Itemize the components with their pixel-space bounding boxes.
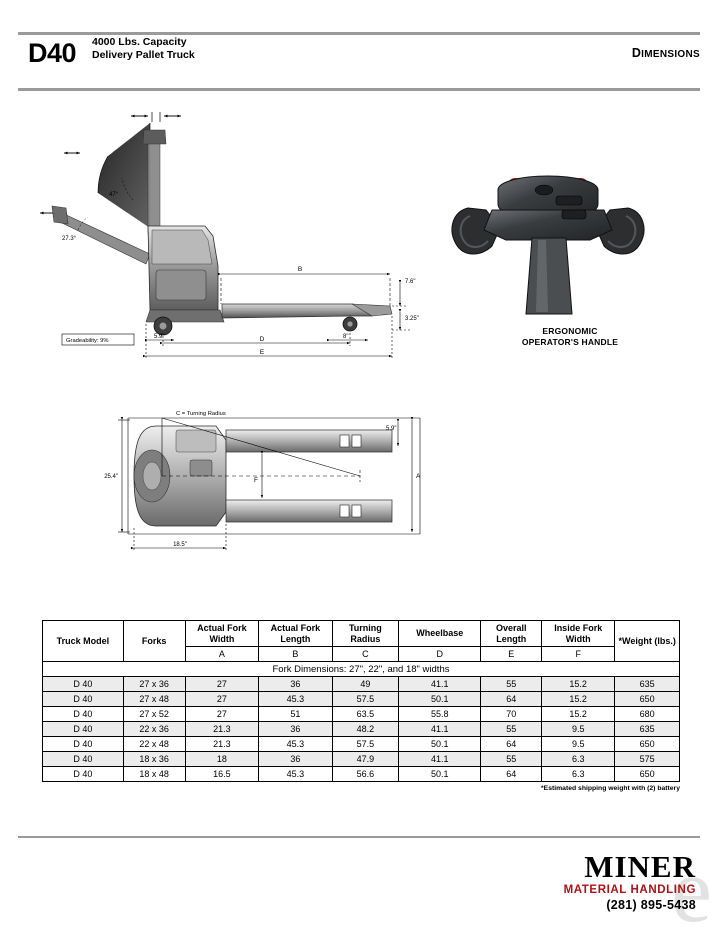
handle-caption-line2: OPERATOR'S HANDLE — [521, 337, 619, 347]
handle-caption-line1: ERGONOMIC — [542, 326, 598, 336]
column-letter-f: F — [542, 647, 615, 662]
label-turning-radius: C = Turning Radius — [176, 411, 226, 417]
label-dim-B: B — [297, 266, 303, 273]
label-dim-E: E — [259, 349, 265, 356]
cell-inside-fork-width: 9.5 — [542, 737, 615, 752]
page-header — [0, 18, 718, 68]
column-header-overall-length: Overall Length — [481, 621, 542, 647]
footer-rule — [18, 836, 700, 838]
column-letter-e: E — [481, 647, 542, 662]
cell-turning-radius: 57.5 — [332, 737, 398, 752]
column-letter-a: A — [185, 647, 258, 662]
cell-weight: 575 — [615, 752, 680, 767]
page-footer — [0, 839, 718, 941]
operator-handle-illustration — [452, 176, 644, 314]
cell-truck-model: D 40 — [43, 677, 124, 692]
cell-actual-fork-length: 45.3 — [259, 692, 333, 707]
label-dim-F: F — [254, 477, 258, 484]
product-subtitle-line2: Delivery Pallet Truck — [92, 48, 195, 61]
cell-weight: 650 — [615, 737, 680, 752]
header-rule-top — [18, 32, 700, 35]
tiller-swing-arc — [98, 123, 150, 228]
dim-line-B — [221, 274, 390, 308]
table-row — [43, 752, 680, 767]
label-8in: 8" — [343, 334, 349, 340]
cell-weight: 650 — [615, 767, 680, 782]
label-dim-A: A — [416, 473, 421, 480]
table-row — [43, 767, 680, 782]
cell-actual-fork-length: 36 — [259, 677, 333, 692]
cell-overall-length: 64 — [481, 692, 542, 707]
cell-forks: 18 x 48 — [123, 767, 185, 782]
column-header-truck-model: Truck Model — [43, 621, 124, 662]
label-angle-27-3: 27.3° — [62, 236, 77, 242]
label-dim-D: D — [259, 336, 265, 343]
cell-turning-radius: 56.6 — [332, 767, 398, 782]
section-label — [632, 46, 700, 60]
cell-overall-length: 55 — [481, 752, 542, 767]
cell-forks: 27 x 52 — [123, 707, 185, 722]
handle-button-2 — [562, 210, 586, 219]
label-25-4: 25.4" — [104, 474, 118, 480]
cell-truck-model: D 40 — [43, 707, 124, 722]
watermark-e: e — [671, 839, 712, 941]
cell-turning-radius: 48.2 — [332, 722, 398, 737]
product-subtitle — [92, 36, 195, 61]
label-7-6: 7.6" — [405, 279, 416, 285]
cell-wheelbase: 50.1 — [399, 767, 481, 782]
column-header-actual-fork-length: Actual Fork Length — [259, 621, 333, 647]
table-footnote: *Estimated shipping weight with (2) battery — [541, 785, 680, 792]
cell-inside-fork-width: 15.2 — [542, 677, 615, 692]
contact-phone: (281) 895-5438 — [606, 898, 696, 912]
table-row — [43, 692, 680, 707]
cell-truck-model: D 40 — [43, 692, 124, 707]
tiller-arm-upright — [148, 138, 160, 234]
product-subtitle-line1: 4000 Lbs. Capacity — [92, 36, 187, 48]
column-letter-c: C — [332, 647, 398, 662]
table-row — [43, 677, 680, 692]
cell-turning-radius: 47.9 — [332, 752, 398, 767]
cell-overall-length: 64 — [481, 767, 542, 782]
cell-actual-fork-width: 27 — [185, 707, 258, 722]
cell-forks: 27 x 48 — [123, 692, 185, 707]
label-3-25: 3.25" — [405, 316, 419, 322]
cell-weight: 635 — [615, 677, 680, 692]
side-view-drawing — [40, 112, 419, 359]
cell-overall-length: 55 — [481, 677, 542, 692]
column-header-inside-fork-width: Inside Fork Width — [542, 621, 615, 647]
column-header-forks: Forks — [123, 621, 185, 662]
cell-weight: 680 — [615, 707, 680, 722]
cell-weight: 635 — [615, 722, 680, 737]
cell-actual-fork-width: 27 — [185, 677, 258, 692]
specifications-table-area — [42, 620, 680, 792]
cell-actual-fork-width: 21.3 — [185, 722, 258, 737]
dim-line-D — [163, 333, 350, 346]
cell-turning-radius: 63.5 — [332, 707, 398, 722]
table-row — [43, 737, 680, 752]
table-section-row — [43, 662, 680, 677]
label-gradeability: Gradeability: 9% — [66, 338, 109, 344]
product-model-title: D40 — [28, 38, 77, 68]
table-row — [43, 722, 680, 737]
cell-weight: 650 — [615, 692, 680, 707]
specifications-table — [42, 620, 680, 782]
cell-forks: 22 x 36 — [123, 722, 185, 737]
truck-body-side — [146, 226, 224, 335]
label-5-9-side: 5.9" — [154, 334, 165, 340]
diagram-area — [0, 78, 718, 588]
table-body — [43, 662, 680, 782]
cell-turning-radius: 57.5 — [332, 692, 398, 707]
cell-overall-length: 70 — [481, 707, 542, 722]
cell-actual-fork-length: 45.3 — [259, 767, 333, 782]
table-head — [43, 621, 680, 662]
tiller-stem — [526, 238, 572, 314]
column-header-wheelbase: Wheelbase — [399, 621, 481, 647]
cell-inside-fork-width: 6.3 — [542, 752, 615, 767]
cell-truck-model: D 40 — [43, 767, 124, 782]
cell-inside-fork-width: 15.2 — [542, 692, 615, 707]
cell-wheelbase: 55.8 — [399, 707, 481, 722]
cell-inside-fork-width: 15.2 — [542, 707, 615, 722]
handle-caption — [470, 326, 670, 348]
cell-wheelbase: 50.1 — [399, 692, 481, 707]
cell-truck-model: D 40 — [43, 722, 124, 737]
cell-actual-fork-width: 27 — [185, 692, 258, 707]
column-header-turning-radius: Turning Radius — [332, 621, 398, 647]
cell-wheelbase: 41.1 — [399, 677, 481, 692]
column-header-weight: *Weight (lbs.) — [615, 621, 680, 662]
cell-inside-fork-width: 6.3 — [542, 767, 615, 782]
column-letter-b: B — [259, 647, 333, 662]
label-18-5: 18.5" — [173, 542, 187, 548]
cell-overall-length: 64 — [481, 737, 542, 752]
cell-actual-fork-length: 45.3 — [259, 737, 333, 752]
logo-wordmark: MINER — [584, 849, 696, 884]
cell-wheelbase: 41.1 — [399, 752, 481, 767]
cell-wheelbase: 50.1 — [399, 737, 481, 752]
handle-button-1 — [556, 196, 582, 205]
cell-truck-model: D 40 — [43, 737, 124, 752]
handle-horn-button — [535, 185, 553, 195]
cell-forks: 22 x 48 — [123, 737, 185, 752]
label-angle-47: 47° — [109, 192, 119, 198]
cell-inside-fork-width: 9.5 — [542, 722, 615, 737]
cell-actual-fork-length: 36 — [259, 752, 333, 767]
cell-truck-model: D 40 — [43, 752, 124, 767]
cell-forks: 18 x 36 — [123, 752, 185, 767]
company-logo — [446, 850, 696, 913]
cell-actual-fork-width: 16.5 — [185, 767, 258, 782]
cell-overall-length: 55 — [481, 722, 542, 737]
column-header-actual-fork-width: Actual Fork Width — [185, 621, 258, 647]
column-letter-d: D — [399, 647, 481, 662]
table-row — [43, 707, 680, 722]
section-label-first: D — [631, 46, 642, 60]
label-5-9-top: 5.9" — [386, 426, 397, 432]
cell-actual-fork-width: 18 — [185, 752, 258, 767]
cell-actual-fork-width: 21.3 — [185, 737, 258, 752]
cell-forks: 27 x 36 — [123, 677, 185, 692]
cell-actual-fork-length: 51 — [259, 707, 333, 722]
section-label-rest: IMENSIONS — [641, 49, 700, 60]
top-view-drawing — [104, 411, 421, 551]
table-header-row — [43, 621, 680, 647]
logo-tagline: MATERIAL HANDLING — [563, 884, 696, 896]
cell-turning-radius: 49 — [332, 677, 398, 692]
table-section-title: Fork Dimensions: 27", 22", and 18" widths — [43, 662, 680, 677]
forks-side — [222, 304, 392, 331]
cell-actual-fork-length: 36 — [259, 722, 333, 737]
cell-wheelbase: 41.1 — [399, 722, 481, 737]
